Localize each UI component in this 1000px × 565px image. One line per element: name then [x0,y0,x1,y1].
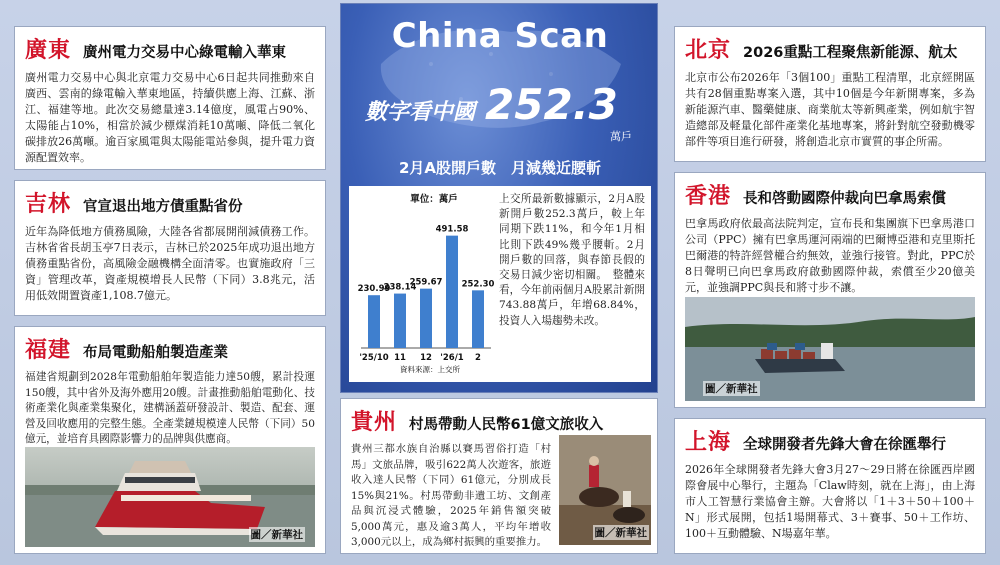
chart-unit-label: 單位：萬戶 [410,194,458,205]
guizhou-card [340,398,658,554]
headline: 布局電動船舶製造產業 [83,345,229,361]
ferry-boat-photo [25,447,315,547]
bar-value-label: 491.58 [435,224,469,235]
chart-bar [472,290,484,348]
article-body: 巴拿馬政府依最高法院判定，宣布長和集團旗下巴拿馬港口公司（PPC）擁有巴拿馬運河兩端的巴爾博亞港和克里斯托巴爾港的特許經營權合約無效，並強行接管。對此，PPC於8日聲明已向巴拿馬政府啟動國際仲裁，索償至少20億美元，並強調PPC與長和將寸步不讓。 [685,217,975,294]
jilin-card [14,180,326,316]
article-body: 貴州三都水族自治縣以賽馬習俗打造「村馬」文旅品牌，吸引622萬人次遊客，旅遊收入達人民幣（下同）61億元，分別成長15%與21%。村馬帶動非遺工坊、文創產品與沉浸式體驗，2025年銷售額突破5,000萬元，惠及逾3萬人，平均年增收3,000元以上，成為鄉村振興的重要推力。 [351,443,551,548]
headline: 廣州電力交易中心綠電輸入華東 [83,45,287,61]
shanghai-card [674,418,986,554]
photo-credit: 圖／新華社 [594,527,647,539]
region-title: 福建 [25,338,72,363]
photo-credit: 圖／新華社 [705,383,758,395]
region-title: 貴州 [351,410,398,435]
hongkong-card [674,172,986,408]
region-title: 北京 [685,38,732,63]
bar-chart [353,190,495,378]
region-title: 上海 [685,430,732,455]
cargo-ship-photo [685,297,975,401]
x-tick-label: '25/10 [359,353,389,363]
chart-card [349,186,651,382]
article-body: 近年為降低地方債務風險，大陸各省都展開削減債務工作。吉林省省長胡玉亭7日表示，吉林已於2025年成功退出地方債務重點省份，高風險金融機構全面清零。也實施政府「三資」管理改革，資產規模增長人民幣（下同）3.8兆元，活用低效閒置資產1,108.7億元。 [25,225,315,302]
big-number: 252.3 [485,80,618,129]
bar-value-label: 238.14 [383,282,417,293]
brand-title: China Scan [391,16,609,56]
photo-credit: 圖／新華社 [250,529,303,541]
china-scan-panel [340,3,658,393]
bar-value-label: 230.99 [357,284,391,295]
bar-value-label: 252.30 [461,279,495,290]
chart-bar [446,236,458,348]
headline: 官宣退出地方債重點省份 [83,199,243,215]
beijing-card [674,26,986,162]
big-number-unit: 萬戶 [610,130,632,143]
chart-bar [394,294,406,348]
article-body: 福建省規劃到2028年電動船舶年製造能力達50艘，累計投運150艘，其中省外及海外應用20艘。計畫推動船舶電動化、技術產業化與產業集聚化，建構涵蓋研發設計、製造、配套、運營及回收應用的完整生態。全產業鏈規模達人民幣（下同）50億元，並培育具國際影響力的品牌與供應商。 [25,371,315,445]
article-body: 北京市公布2026年「3個100」重點工程清單，北京經開區共有28個重點專案入選，其中10個是今年新開專案，多為新能源汽車、醫藥健康、商業航太等新興產業，例如航宇智造總部及軽量化部件產業化基地專案，將針對航空發動機零部件等項目進行研發，將創造北京市實質的事企所需。 [685,71,975,148]
region-title: 吉林 [25,192,72,217]
x-tick-label: 12 [420,353,432,363]
bar-value-label: 259.67 [409,277,443,288]
x-tick-label: '26/1 [440,353,464,363]
chart-bar [368,295,380,348]
region-title: 廣東 [25,38,72,63]
panel-subtitle: 2月A股開戶數 月減幾近腰斬 [398,159,602,177]
chart-bar [420,289,432,348]
numbers-title: 數字看中國 [365,100,476,125]
guangdong-card [14,26,326,170]
region-title: 香港 [685,184,732,209]
article-body: 廣州電力交易中心與北京電力交易中心6日起共同推動來自廣西、雲南的綠電輸入華東地區，持續供應上海、江蘇、浙江、福建等地。此次交易總量達3.14億度，風電占90%、太陽能占10%，相當於減少標煤消耗10萬噸、降低二氧化碳排放26萬噸。逾百家風電與太陽能電站參與，提升電力資源配置效率。 [25,71,315,164]
chart-article: 上交所最新數據顯示，2月A股新開戶數252.3萬戶，較上年同期下跌11%，和今年1月相比則下跌49%幾乎腰斬。2月開戶數的回落，與春節長假的交易日減少密切相關。 整體來看，今年前兩個月A股累計新開743.88萬戶，年增68.84%，投資人入場趨勢未改。 [499,193,645,327]
headline: 全球開發者先鋒大會在徐匯舉行 [743,437,947,453]
chart-source-label: 資料來源：上交所 [400,365,460,374]
headline: 2026重點工程聚焦新能源、航太 [743,45,958,61]
x-tick-label: 2 [475,353,481,363]
headline: 村馬帶動人民幣61億文旅收入 [409,417,604,433]
x-tick-label: 11 [394,353,406,363]
fujian-card [14,326,326,554]
horse-race-photo [559,435,651,545]
headline: 長和啓動國際仲裁向巴拿馬索償 [743,191,947,207]
article-body: 2026年全球開發者先鋒大會3月27～29日將在徐匯西岸國際會展中心舉行，主題為「Claw時刻，就在上海」，由上海市人工智慧行業協會主辦。大會將以「1＋3＋50＋100＋N」形式展開，包括1場開幕式、3＋賽事、50＋工作坊、100＋互動體驗、N場嘉年華。 [685,463,975,540]
